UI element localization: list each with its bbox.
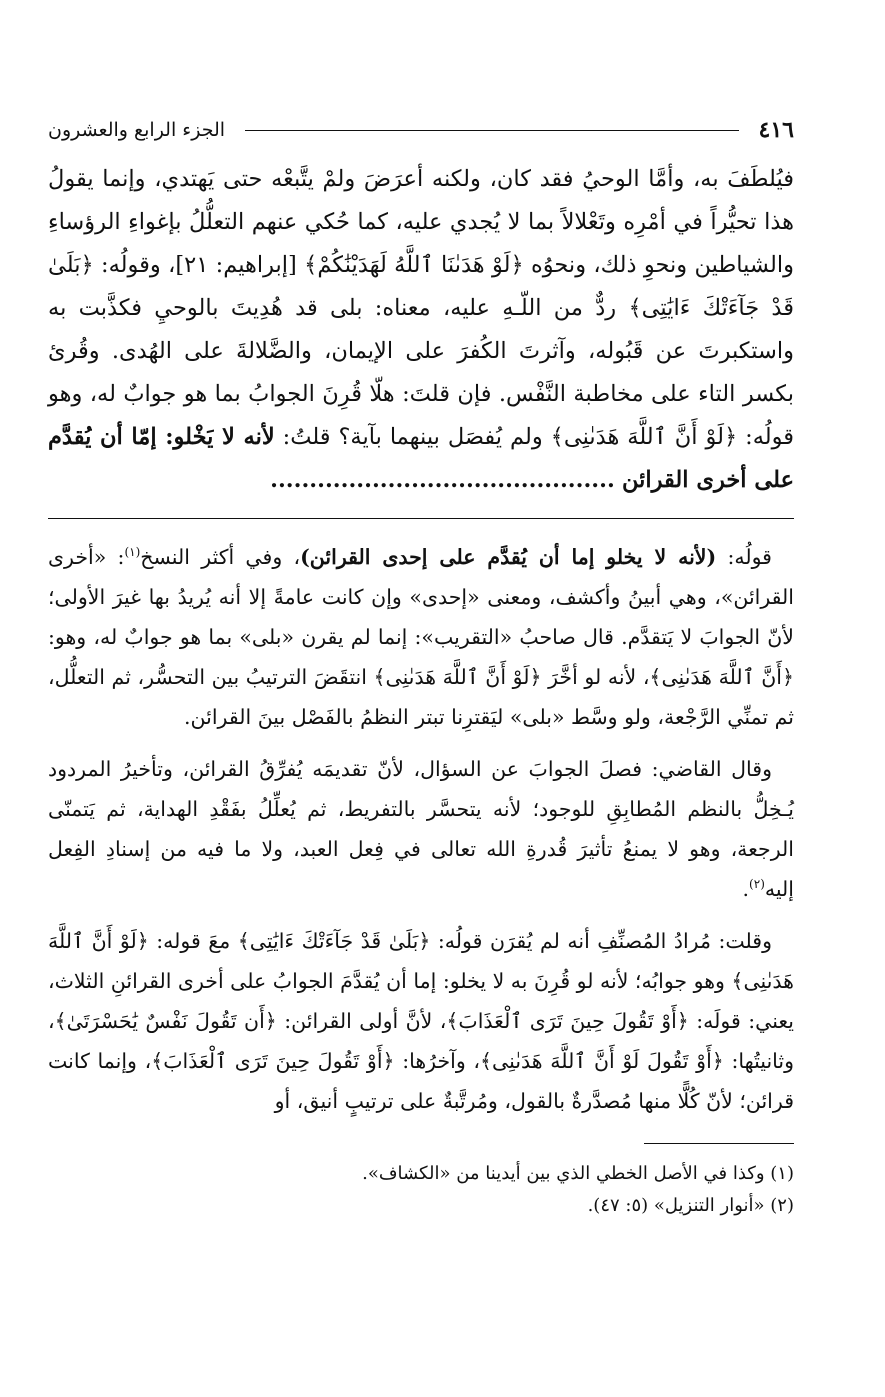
commentary-quote: (لأنه لا يخلو إما أن يُقدَّم على إحدى القرائن)	[300, 545, 717, 569]
section-divider	[48, 518, 794, 519]
footnote-rule	[644, 1143, 794, 1144]
footnote-ref-1[interactable]: (١)	[124, 545, 141, 560]
commentary-text: ، وفي أكثر النسخ	[140, 545, 301, 569]
footnotes	[48, 1158, 794, 1222]
header-rule	[245, 130, 739, 131]
commentary-paragraph-1	[48, 537, 794, 737]
commentary-lead: قولُه:	[716, 545, 772, 569]
commentary-paragraph-3: وقلت: مُرادُ المُصنِّفِ أنه لم يُقرَن قولُه: ﴿بَلَىٰ قَدْ جَآءَتْكَ ءَايَٰتِى﴾ معَ قوله: ﴿لَوْ أَنَّ ٱللَّهَ هَدَىٰنِى﴾ وهو جوابُه؛ لأنه لو قُرِنَ به لا يخلو: إما أن يُقدَّمَ الجوابُ على أخرى القرائنِ الثلاث، يعني: قولَه: ﴿أَوْ تَقُولَ حِينَ تَرَى ٱلْعَذَابَ﴾، لأنَّ أولى القرائن: ﴿أَن تَقُولَ نَفْسٌ يَٰحَسْرَتَىٰ﴾، وثانيتُها: ﴿أَوْ تَقُولَ لَوْ أَنَّ ٱللَّهَ هَدَىٰنِى﴾، وآخرُها: ﴿أَوْ تَقُولَ حِينَ تَرَى ٱلْعَذَابَ﴾، وإنما كانت قرائن؛ لأنّ كُلًّا منها مُصدَّرةٌ بالقول، ومُرتَّبةٌ على ترتيبٍ أنيق، أو	[48, 929, 794, 1113]
commentary	[48, 537, 794, 1121]
page-number: ٤١٦	[758, 117, 794, 143]
footnote-2: (٢) «أنوار التنزيل» (٥: ٤٧).	[587, 1195, 794, 1216]
page-header	[48, 110, 794, 150]
commentary-paragraph-2	[48, 749, 794, 909]
main-text	[48, 158, 794, 502]
commentary-text: .	[742, 877, 750, 901]
commentary-text: : «أخرى القرائن»، وهي أبينُ وأكشف، ومعنى «إحدى» وإن كانت عامةً إلا أنه يُريدُ بها غيرَ الأولى؛ لأنّ الجوابَ لا يَتقدَّم. قال صاحبُ «التقريب»: إنما لم يقرن «بلى» بما هو جوابٌ له، وهو: ﴿أَنَّ ٱللَّهَ هَدَىٰنِى﴾، لأنه لو أخَّرَ ﴿لَوْ أَنَّ ٱللَّهَ هَدَىٰنِى﴾ انتقَضَ الترتيبُ بين التحسُّر، ثم التعلُّل، ثم تمنِّي الرَّجْعة، ولو وسَّط «بلى» ليَقترِنا تبتر النظمُ بالفَصْل بينَ القرائن.	[48, 545, 794, 729]
running-title: الجزء الرابع والعشرون	[48, 119, 226, 141]
main-text-part2: لأنه لا يَخْلو: إمّا أن يُقدَّم على أخرى القرائن	[48, 424, 794, 493]
footnote-1: (١) وكذا في الأصل الخطي الذي بين أيدينا من «الكشاف».	[362, 1163, 794, 1184]
book-page	[48, 110, 794, 1222]
continuation-dots: ............................................	[270, 467, 615, 493]
footnote-ref-2[interactable]: (٢)	[749, 877, 765, 892]
main-text-part1: فيُلطَفَ به، وأمَّا الوحيُ فقد كان، ولكنه أعرَضَ ولمْ يتَّبعْه حتى يَهتدي، وإنما يقولُ هذا تحيُّراً في أمْرِه وتَعْلالاً بما لا يُجدي عليه، كما حُكي عنهم التعلُّلُ بإغواءِ الرؤساءِ والشياطين ونحوِ ذلك، ونحوُه ﴿لَوْ هَدَىٰنَا ٱللَّهُ لَهَدَيْنَٰكُمْ﴾ [إبراهيم: ٢١]، وقولُه: ﴿بَلَىٰ قَدْ جَآءَتْكَ ءَايَٰتِى﴾ ردٌّ من اللّـهِ عليه، معناه: بلى قد هُدِيتَ بالوحيِ فكذَّبت به واستكبرتَ عن قَبُوله، وآثرتَ الكُفرَ على الإيمان، والضَّلالةَ على الهُدى. وقُرئ بكسر التاء على مخاطبة النَّفْس. فإن قلتَ: هلّا قُرِنَ الجوابُ بما هو جوابٌ له، وهو قولُه: ﴿لَوْ أَنَّ ٱللَّهَ هَدَىٰنِى﴾ ولم يُفصَل بينهما بآية؟ قلتُ:	[48, 166, 795, 450]
commentary-text: وقال القاضي: فصلَ الجوابَ عن السؤال، لأنّ تقديمَه يُفرِّقُ القرائن، وتأخيرُ المردود يُـخِلُّ بالنظم المُطابِقِ للوجود؛ لأنه يتحسَّر بالتفريط، ثم يُعلِّلُ بفَقْدِ الهداية، ثم يَتمنّى الرجعة، وهو لا يمنعُ تأثيرَ قُدرةِ الله تعالى في فِعل العبد، ولا ما فيه من إسنادِ الفِعل إليه	[48, 757, 794, 901]
